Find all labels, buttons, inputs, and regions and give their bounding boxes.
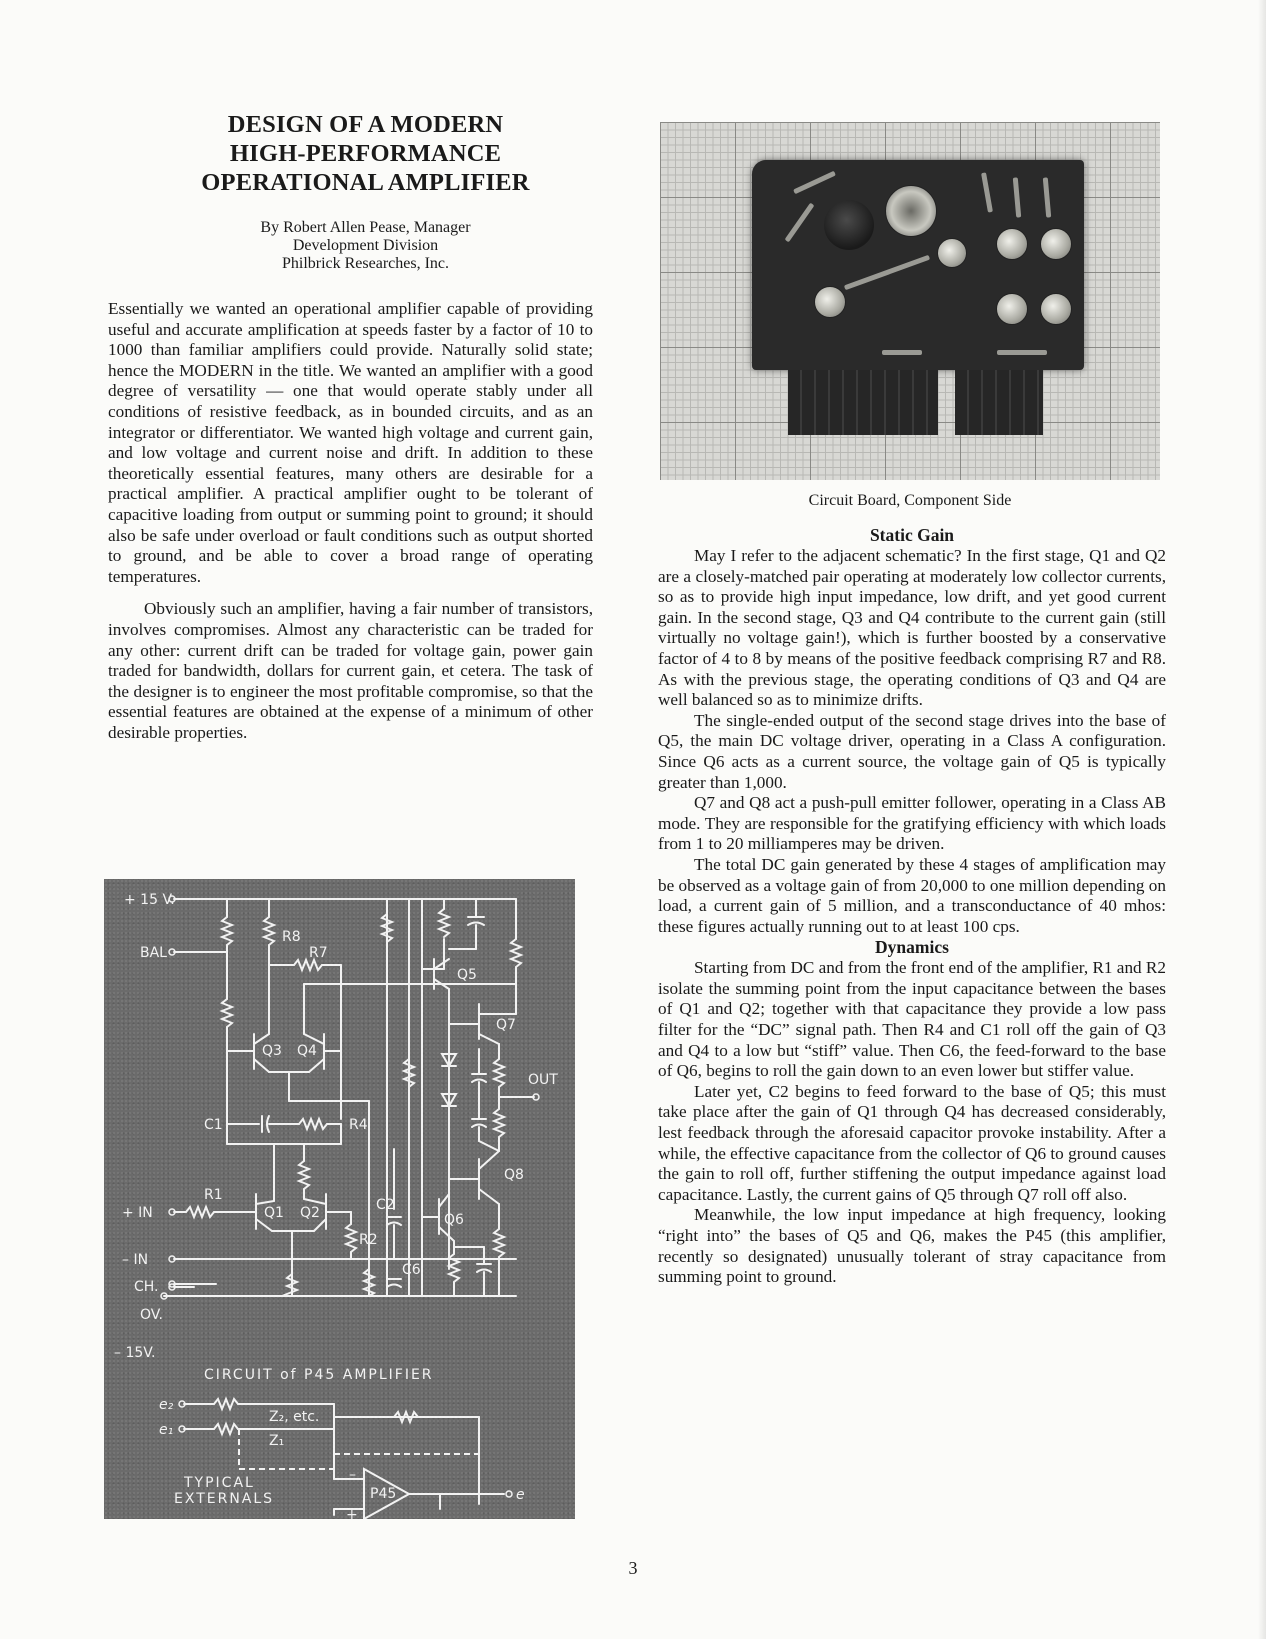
resistor-icon	[997, 350, 1047, 355]
article-title	[138, 110, 593, 197]
section-heading-static-gain: Static Gain	[869, 525, 955, 545]
edge-connector-right	[955, 370, 1043, 435]
transistor-can-icon	[996, 293, 1028, 325]
resistor-icon	[844, 255, 930, 290]
circuit-board-photo	[660, 122, 1160, 480]
label-out: OUT	[528, 1072, 558, 1088]
byline-author: By Robert Allen Pease, Manager	[260, 219, 471, 236]
label-ch: CH.	[134, 1279, 159, 1295]
resistor-icon	[1043, 177, 1051, 217]
static-gain-paragraph-2: The single-ended output of the second stage drives into the base of Q5, the main DC voltage driver, operating in a Class A configuration. Since Q6 acts as a current source, the voltage gain of Q5 is typically greater than 1,000.	[658, 710, 1166, 792]
label-plus15v: + 15 V.	[124, 892, 175, 908]
label-typical: TYPICAL	[184, 1475, 255, 1491]
byline	[138, 219, 593, 273]
right-column	[658, 525, 1166, 1288]
circuit-diagram	[104, 879, 575, 1519]
title-line-1: DESIGN OF A MODERN	[227, 111, 504, 138]
label-ov: OV.	[140, 1307, 163, 1323]
label-e1: e₁	[159, 1422, 174, 1438]
page-edge-shadow	[1258, 0, 1266, 1639]
dynamics-paragraph-3: Meanwhile, the low input impedance at high frequency, looking “right into” the bases of Q5 and Q6, makes the P45 (this amplifier, recently so designated) unusually tolerant of stray capacitance from summing point to ground.	[658, 1205, 1166, 1287]
byline-division: Development Division	[292, 237, 439, 254]
label-r8: R8	[282, 929, 301, 945]
label-output-e: e	[516, 1487, 525, 1503]
label-bal: BAL	[140, 945, 167, 961]
relay-can-icon	[885, 185, 937, 237]
label-z2: Z₂, etc.	[269, 1409, 320, 1425]
label-c2: C2	[376, 1197, 395, 1213]
title-line-2: HIGH-PERFORMANCE	[229, 140, 502, 167]
transistor-can-icon	[1040, 293, 1072, 325]
transistor-can-icon	[814, 286, 846, 318]
label-q3: Q3	[262, 1043, 282, 1059]
resistor-icon	[785, 203, 815, 243]
label-q2: Q2	[300, 1205, 320, 1221]
intro-paragraph-1: Essentially we wanted an operational amplifier capable of providing useful and accurate amplification at speeds faster by a factor of 10 to 1000 than familiar amplifiers could provide. Naturally solid state; hence the MODERN in the title. We wanted an amplifier with a good degree of versatility — one that would operate stably under all conditions of resistive feedback, as in bounded circuits, and as an integrator or differentiator. We wanted high voltage and current gain, and low voltage and current noise and drift. In addition to these theoretically essential features, many others are desirable for a practical amplifier. A practical amplifier ought to be tolerant of capacitive loading from output or summing point to ground; it should also be safe under overload or fault conditions such as output shorted to ground, and be able to cover a broad range of operating temperatures.	[108, 299, 593, 586]
label-c1: C1	[204, 1117, 223, 1133]
label-q4: Q4	[297, 1043, 317, 1059]
label-externals: EXTERNALS	[174, 1491, 275, 1507]
label-e2: e₂	[159, 1397, 174, 1413]
label-plus-input: +	[346, 1507, 358, 1519]
static-gain-paragraph-3: Q7 and Q8 act a push-pull emitter follower, operating in a Class AB mode. They are responsible for the gratifying efficiency with which loads from 1 to 20 milliamperes may be driven.	[658, 793, 1166, 854]
label-c6: C6	[402, 1262, 421, 1278]
label-minus-in: – IN	[122, 1252, 149, 1268]
transistor-can-icon	[1040, 228, 1072, 260]
transistor-can-icon	[937, 238, 967, 268]
photo-caption: Circuit Board, Component Side	[808, 492, 1012, 509]
label-q5: Q5	[457, 967, 477, 983]
label-minus15v: – 15V.	[114, 1345, 156, 1361]
schematic-figure	[104, 879, 575, 1519]
label-q1: Q1	[264, 1205, 284, 1221]
resistor-icon	[1013, 177, 1021, 217]
resistor-icon	[882, 350, 922, 355]
static-gain-paragraph-1: May I refer to the adjacent schematic? In the first stage, Q1 and Q2 are a closely-matched pair operating at moderately low collector currents, so as to provide high input impedance, low drift, and yet good current gain. In the second stage, Q3 and Q4 contribute to the current gain (still virtually no voltage gain!), which is further boosted by a conservative factor of 4 to 8 by means of the positive feedback comprising R7 and R8. As with the previous stage, the operating conditions of Q3 and Q4 are well balanced so as to minimize drifts.	[658, 546, 1166, 710]
circuit-board	[752, 160, 1084, 370]
label-minus-input: –	[349, 1467, 356, 1483]
byline-company: Philbrick Researches, Inc.	[281, 255, 450, 272]
title-line-3: OPERATIONAL AMPLIFIER	[201, 169, 530, 196]
label-r4: R4	[349, 1117, 368, 1133]
resistor-icon	[793, 171, 836, 195]
schematic-title: CIRCUIT of P45 AMPLIFIER	[204, 1367, 434, 1383]
label-r2: R2	[359, 1232, 378, 1248]
edge-connector-left	[788, 370, 938, 435]
large-transistor-icon	[824, 200, 874, 250]
section-heading-dynamics: Dynamics	[875, 937, 949, 958]
label-r1: R1	[204, 1187, 223, 1203]
intro-paragraph-2: Obviously such an amplifier, having a fair number of transistors, involves compromises. Almost any characteristic can be traded for any other: current drift can be traded for voltage gain, power gain traded for bandwidth, dollars for current gain, et cetera. The task of the designer is to engineer the most profitable compromise, so that the essential features are obtained at the expense of a minimum of other desirable properties.	[108, 599, 593, 742]
label-r7: R7	[309, 945, 328, 961]
label-z1: Z₁	[269, 1433, 285, 1449]
label-q7: Q7	[496, 1017, 516, 1033]
resistor-icon	[981, 172, 993, 212]
dynamics-paragraph-1: Starting from DC and from the front end of the amplifier, R1 and R2 isolate the summing point from the input capacitance between the bases of Q1 and Q2; together with that capacitance they provide a low pass filter for the “DC” signal path. Then R4 and C1 roll off the gain of Q3 and Q4 to a low but “stiff” value. Then C6, the feed-forward to the base of Q6, begins to roll the gain down to an even lower but stiffer value.	[658, 958, 1166, 1081]
label-q6: Q6	[444, 1212, 464, 1228]
intro-text	[108, 299, 593, 743]
dynamics-paragraph-2: Later yet, C2 begins to feed forward to the base of Q5; this must take place after the gain of Q1 through Q4 has decreased considerably, lest feedback through the aforesaid capacitor provoke instability. After a while, the effective capacitance from the collector of Q6 to ground causes the gain to roll off, further stiffening the output impedance against load capacitance. Lastly, the current gains of Q5 through Q7 roll off also.	[658, 1081, 1166, 1204]
label-q8: Q8	[504, 1167, 524, 1183]
static-gain-paragraph-4: The total DC gain generated by these 4 stages of amplification may be observed as a voltage gain of from 20,000 to one million depending on load, a current gain of 5 million, and a transconductance of 40 mhos: these figures actually running out to at least 100 cps.	[658, 854, 1166, 936]
label-p45: P45	[370, 1486, 397, 1502]
transistor-can-icon	[996, 228, 1028, 260]
label-plus-in: + IN	[122, 1205, 153, 1221]
page-number: 3	[628, 1558, 638, 1578]
left-column	[108, 110, 593, 743]
